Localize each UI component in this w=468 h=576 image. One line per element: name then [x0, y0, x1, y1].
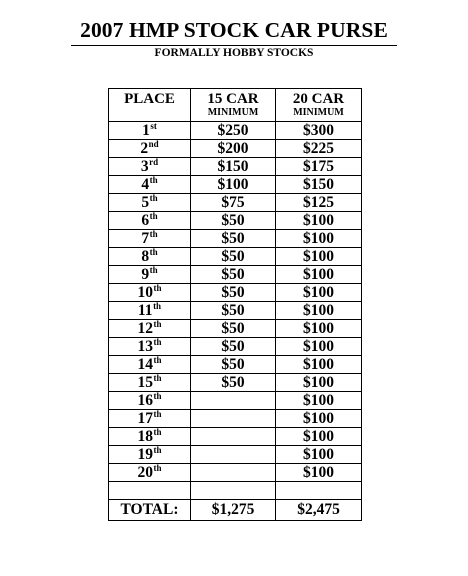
purse-20-car-cell: $100 [276, 356, 362, 374]
place-number: 13 [137, 337, 153, 355]
place-suffix: th [149, 192, 158, 203]
table-row [109, 464, 362, 482]
header-15-car-sub: MINIMUM [207, 107, 259, 118]
place-suffix: th [153, 426, 162, 437]
table-row [109, 320, 362, 338]
place-suffix: th [153, 354, 162, 365]
place-suffix: th [153, 444, 162, 455]
table-row [109, 158, 362, 176]
place-number: 2 [140, 139, 149, 157]
header-row [109, 89, 362, 122]
purse-20-car-cell: $100 [276, 428, 362, 446]
header-20-car-label: 20 CAR [292, 91, 345, 107]
purse-15-car-cell [191, 410, 276, 428]
purse-15-car-cell: $100 [191, 176, 276, 194]
purse-15-car-cell [191, 464, 276, 482]
place-number: 3 [140, 157, 149, 175]
place-suffix: th [149, 264, 158, 275]
purse-15-car-cell [191, 392, 276, 410]
place-cell [109, 410, 191, 428]
purse-15-car-cell: $50 [191, 338, 276, 356]
table-row [109, 374, 362, 392]
place-number: 20 [137, 463, 153, 481]
place-number: 15 [137, 373, 153, 391]
purse-15-car-cell: $75 [191, 194, 276, 212]
header-20-car-sub: MINIMUM [293, 107, 344, 118]
total-20-car: $2,475 [276, 500, 362, 521]
place-number: 11 [137, 301, 153, 319]
purse-15-car-cell: $50 [191, 248, 276, 266]
place-suffix: st [150, 120, 157, 131]
purse-20-car-cell: $125 [276, 194, 362, 212]
place-number: 12 [137, 319, 153, 337]
page-subtitle: FORMALLY HOBBY STOCKS [154, 47, 314, 59]
purse-15-car-cell: $50 [191, 320, 276, 338]
place-suffix: th [153, 282, 162, 293]
purse-20-car-cell: $100 [276, 284, 362, 302]
place-number: 14 [137, 355, 153, 373]
place-cell [109, 212, 191, 230]
place-cell [109, 122, 191, 140]
purse-20-car-cell: $100 [276, 320, 362, 338]
place-number: 6 [141, 211, 150, 229]
table-row [109, 446, 362, 464]
table-row [109, 428, 362, 446]
place-suffix: th [149, 246, 158, 257]
purse-15-car-cell: $50 [191, 356, 276, 374]
table-row [109, 194, 362, 212]
spacer-cell [276, 482, 362, 500]
place-cell [109, 374, 191, 392]
table-row [109, 338, 362, 356]
header-15-car-label: 15 CAR [207, 91, 259, 107]
purse-15-car-cell: $200 [191, 140, 276, 158]
place-cell [109, 446, 191, 464]
place-cell [109, 140, 191, 158]
place-cell [109, 356, 191, 374]
place-number: 19 [137, 445, 153, 463]
purse-15-car-cell: $150 [191, 158, 276, 176]
place-number: 10 [137, 283, 153, 301]
table-row [109, 230, 362, 248]
place-cell [109, 176, 191, 194]
title-underline [71, 45, 397, 46]
total-row [109, 500, 362, 521]
total-label: TOTAL: [109, 500, 191, 521]
purse-20-car-cell: $100 [276, 248, 362, 266]
place-number: 16 [137, 391, 153, 409]
purse-20-car-cell: $300 [276, 122, 362, 140]
place-cell [109, 230, 191, 248]
place-suffix: th [153, 408, 162, 419]
purse-15-car-cell [191, 446, 276, 464]
purse-15-car-cell: $50 [191, 284, 276, 302]
place-cell [109, 158, 191, 176]
place-suffix: th [153, 372, 162, 383]
place-number: 8 [141, 247, 150, 265]
place-number: 7 [141, 229, 150, 247]
place-suffix: th [153, 462, 162, 473]
table-row [109, 302, 362, 320]
table-row [109, 392, 362, 410]
table-row [109, 410, 362, 428]
place-cell [109, 194, 191, 212]
place-number: 4 [141, 175, 150, 193]
place-number: 1 [142, 121, 150, 139]
spacer-cell [109, 482, 191, 500]
table-row [109, 266, 362, 284]
spacer-row [109, 482, 362, 500]
table-row [109, 248, 362, 266]
purse-20-car-cell: $100 [276, 464, 362, 482]
table-row [109, 140, 362, 158]
purse-15-car-cell: $50 [191, 374, 276, 392]
place-suffix: th [153, 300, 162, 311]
purse-20-car-cell: $100 [276, 302, 362, 320]
place-cell [109, 266, 191, 284]
place-number: 17 [137, 409, 153, 427]
table-row [109, 212, 362, 230]
table-row [109, 122, 362, 140]
spacer-cell [191, 482, 276, 500]
place-suffix: th [153, 318, 162, 329]
place-suffix: rd [149, 156, 159, 167]
place-cell [109, 464, 191, 482]
header-place [109, 89, 191, 122]
purse-15-car-cell: $50 [191, 302, 276, 320]
purse-20-car-cell: $100 [276, 338, 362, 356]
place-suffix: th [149, 228, 158, 239]
place-cell [109, 284, 191, 302]
place-number: 5 [141, 193, 150, 211]
place-suffix: th [149, 210, 158, 221]
place-number: 9 [141, 265, 150, 283]
purse-20-car-cell: $100 [276, 410, 362, 428]
place-suffix: th [153, 336, 162, 347]
purse-15-car-cell [191, 428, 276, 446]
table-row [109, 356, 362, 374]
table-row [109, 176, 362, 194]
purse-20-car-cell: $100 [276, 212, 362, 230]
place-cell [109, 320, 191, 338]
page-title: 2007 HMP STOCK CAR PURSE [80, 18, 388, 42]
place-number: 18 [137, 427, 153, 445]
place-suffix: th [153, 390, 162, 401]
header-place-label: PLACE [124, 91, 175, 107]
purse-15-car-cell: $50 [191, 230, 276, 248]
header-15-car [191, 89, 276, 122]
purse-20-car-cell: $175 [276, 158, 362, 176]
place-cell [109, 338, 191, 356]
purse-table [108, 88, 362, 521]
purse-20-car-cell: $100 [276, 392, 362, 410]
place-cell [109, 248, 191, 266]
purse-20-car-cell: $150 [276, 176, 362, 194]
place-cell [109, 392, 191, 410]
place-cell [109, 302, 191, 320]
purse-15-car-cell: $50 [191, 212, 276, 230]
total-15-car: $1,275 [191, 500, 276, 521]
purse-15-car-cell: $50 [191, 266, 276, 284]
place-cell [109, 428, 191, 446]
purse-20-car-cell: $100 [276, 446, 362, 464]
header-20-car [276, 89, 362, 122]
table-body [109, 122, 362, 482]
table-row [109, 284, 362, 302]
place-suffix: nd [148, 138, 159, 149]
purse-20-car-cell: $100 [276, 374, 362, 392]
purse-15-car-cell: $250 [191, 122, 276, 140]
purse-20-car-cell: $100 [276, 230, 362, 248]
purse-20-car-cell: $100 [276, 266, 362, 284]
purse-20-car-cell: $225 [276, 140, 362, 158]
place-suffix: th [149, 174, 158, 185]
